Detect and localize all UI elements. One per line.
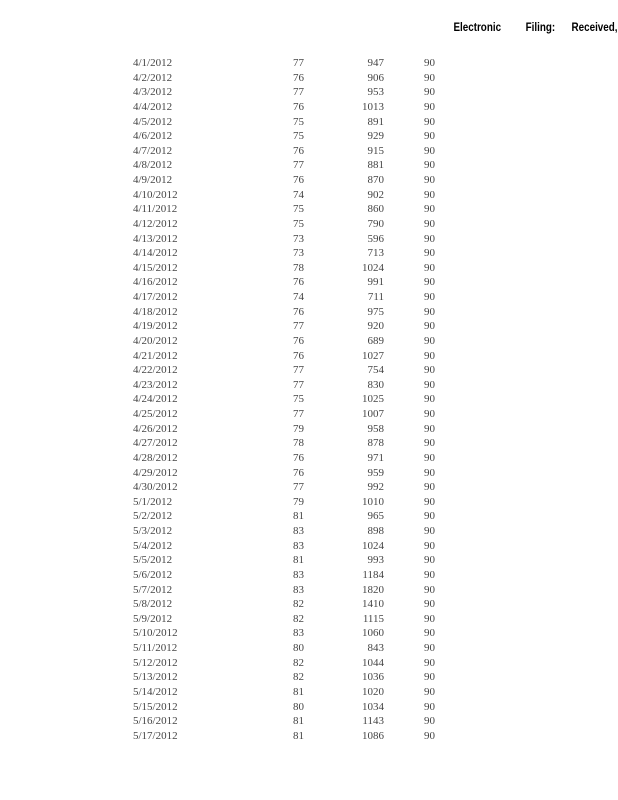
value-b-cell: 843 bbox=[367, 642, 384, 654]
value-a-cell: 76 bbox=[293, 334, 304, 347]
value-b-cell: 958 bbox=[367, 422, 384, 435]
date-cell: 4/3/2012 bbox=[133, 86, 173, 99]
value-c-cell: 90 bbox=[424, 583, 435, 596]
value-b-cell: 947 bbox=[367, 57, 384, 69]
table-row bbox=[0, 275, 618, 290]
value-c-cell: 90 bbox=[424, 685, 435, 698]
value-c-cell: 90 bbox=[424, 656, 435, 669]
value-a-cell: 75 bbox=[293, 115, 304, 128]
value-a-cell: 75 bbox=[293, 130, 304, 143]
date-cell: 4/17/2012 bbox=[133, 291, 178, 303]
table-row bbox=[0, 378, 618, 393]
value-b-cell: 959 bbox=[367, 466, 384, 479]
value-b-cell: 1044 bbox=[362, 656, 384, 669]
value-c-cell: 90 bbox=[424, 510, 435, 523]
value-b-cell: 991 bbox=[367, 276, 384, 289]
value-c-cell: 90 bbox=[424, 378, 435, 391]
table-row bbox=[0, 583, 618, 598]
value-b-cell: 898 bbox=[367, 525, 384, 537]
table-row bbox=[0, 422, 618, 437]
value-c-cell: 90 bbox=[424, 481, 435, 494]
table-row bbox=[0, 466, 618, 481]
value-c-cell: 90 bbox=[424, 57, 435, 69]
value-b-cell: 1007 bbox=[362, 408, 384, 420]
data-table bbox=[0, 56, 618, 743]
table-row bbox=[0, 714, 618, 729]
date-cell: 4/30/2012 bbox=[133, 481, 178, 494]
value-c-cell: 90 bbox=[424, 539, 435, 552]
table-row bbox=[0, 539, 618, 554]
value-a-cell: 76 bbox=[293, 305, 304, 318]
header-filing: Filing: bbox=[525, 20, 556, 34]
value-a-cell: 79 bbox=[293, 495, 304, 508]
date-cell: 4/20/2012 bbox=[133, 334, 178, 347]
value-b-cell: 1020 bbox=[362, 685, 384, 698]
value-b-cell: 881 bbox=[367, 159, 384, 172]
value-a-cell: 76 bbox=[293, 144, 304, 157]
date-cell: 5/15/2012 bbox=[133, 700, 178, 713]
value-a-cell: 76 bbox=[293, 100, 304, 113]
value-b-cell: 1010 bbox=[362, 495, 384, 508]
date-cell: 4/15/2012 bbox=[133, 261, 178, 274]
value-c-cell: 90 bbox=[424, 349, 435, 362]
value-a-cell: 76 bbox=[293, 174, 304, 186]
table-row bbox=[0, 641, 618, 656]
value-c-cell: 90 bbox=[424, 71, 435, 84]
table-row bbox=[0, 495, 618, 510]
value-b-cell: 711 bbox=[367, 291, 384, 303]
header-electronic: Electronic bbox=[453, 20, 502, 34]
table-row bbox=[0, 290, 618, 305]
value-c-cell: 90 bbox=[424, 144, 435, 157]
table-row bbox=[0, 626, 618, 641]
table-row bbox=[0, 100, 618, 115]
value-c-cell: 90 bbox=[424, 612, 435, 625]
value-c-cell: 90 bbox=[424, 86, 435, 99]
value-c-cell: 90 bbox=[424, 729, 435, 742]
date-cell: 4/18/2012 bbox=[133, 305, 178, 318]
value-a-cell: 75 bbox=[293, 203, 304, 216]
table-row bbox=[0, 597, 618, 612]
value-c-cell: 90 bbox=[424, 291, 435, 303]
date-cell: 5/1/2012 bbox=[133, 495, 173, 508]
value-a-cell: 82 bbox=[293, 598, 304, 611]
value-c-cell: 90 bbox=[424, 261, 435, 274]
table-row bbox=[0, 407, 618, 422]
date-cell: 5/10/2012 bbox=[133, 627, 178, 640]
value-a-cell: 77 bbox=[293, 408, 304, 420]
value-b-cell: 1036 bbox=[362, 671, 384, 684]
date-cell: 4/28/2012 bbox=[133, 451, 178, 464]
value-c-cell: 90 bbox=[424, 495, 435, 508]
date-cell: 4/13/2012 bbox=[133, 232, 178, 245]
value-a-cell: 74 bbox=[293, 291, 304, 303]
value-b-cell: 689 bbox=[367, 334, 384, 347]
value-b-cell: 953 bbox=[367, 86, 384, 99]
date-cell: 4/19/2012 bbox=[133, 320, 178, 333]
value-c-cell: 90 bbox=[424, 100, 435, 113]
value-b-cell: 830 bbox=[367, 378, 384, 391]
value-a-cell: 77 bbox=[293, 378, 304, 391]
value-b-cell: 965 bbox=[367, 510, 384, 523]
date-cell: 5/4/2012 bbox=[133, 539, 173, 552]
value-b-cell: 1143 bbox=[362, 715, 384, 728]
value-a-cell: 76 bbox=[293, 276, 304, 289]
value-b-cell: 1025 bbox=[362, 393, 384, 406]
date-cell: 4/27/2012 bbox=[133, 437, 178, 450]
value-a-cell: 76 bbox=[293, 451, 304, 464]
date-cell: 5/2/2012 bbox=[133, 510, 173, 523]
value-a-cell: 77 bbox=[293, 364, 304, 377]
table-row bbox=[0, 612, 618, 627]
value-c-cell: 90 bbox=[424, 188, 435, 201]
value-b-cell: 1013 bbox=[362, 100, 384, 113]
value-c-cell: 90 bbox=[424, 305, 435, 318]
date-cell: 4/1/2012 bbox=[133, 57, 173, 69]
table-row bbox=[0, 349, 618, 364]
value-b-cell: 596 bbox=[367, 232, 384, 245]
value-a-cell: 78 bbox=[293, 261, 304, 274]
value-c-cell: 90 bbox=[424, 232, 435, 245]
value-a-cell: 80 bbox=[293, 642, 304, 654]
value-c-cell: 90 bbox=[424, 642, 435, 654]
value-b-cell: 1820 bbox=[362, 583, 384, 596]
value-a-cell: 77 bbox=[293, 159, 304, 172]
table-row bbox=[0, 129, 618, 144]
date-cell: 4/22/2012 bbox=[133, 364, 178, 377]
value-b-cell: 1184 bbox=[362, 568, 384, 581]
date-cell: 4/12/2012 bbox=[133, 217, 178, 230]
table-row bbox=[0, 334, 618, 349]
value-c-cell: 90 bbox=[424, 466, 435, 479]
value-b-cell: 929 bbox=[367, 130, 384, 143]
value-a-cell: 76 bbox=[293, 349, 304, 362]
table-row bbox=[0, 56, 618, 71]
value-a-cell: 83 bbox=[293, 539, 304, 552]
value-a-cell: 77 bbox=[293, 320, 304, 333]
date-cell: 5/14/2012 bbox=[133, 685, 178, 698]
value-b-cell: 1027 bbox=[362, 349, 384, 362]
date-cell: 4/9/2012 bbox=[133, 174, 173, 186]
value-b-cell: 902 bbox=[367, 188, 384, 201]
value-a-cell: 74 bbox=[293, 188, 304, 201]
value-a-cell: 77 bbox=[293, 481, 304, 494]
value-b-cell: 915 bbox=[367, 144, 384, 157]
value-c-cell: 90 bbox=[424, 115, 435, 128]
date-cell: 4/10/2012 bbox=[133, 188, 178, 201]
value-b-cell: 906 bbox=[367, 71, 384, 84]
table-row bbox=[0, 217, 618, 232]
value-a-cell: 83 bbox=[293, 568, 304, 581]
value-c-cell: 90 bbox=[424, 437, 435, 450]
date-cell: 4/11/2012 bbox=[133, 203, 178, 216]
value-b-cell: 1024 bbox=[362, 261, 384, 274]
filing-header bbox=[0, 20, 618, 38]
value-b-cell: 891 bbox=[367, 115, 384, 128]
date-cell: 5/3/2012 bbox=[133, 525, 173, 537]
table-row bbox=[0, 232, 618, 247]
table-row bbox=[0, 246, 618, 261]
value-c-cell: 90 bbox=[424, 451, 435, 464]
table-row bbox=[0, 85, 618, 100]
value-a-cell: 81 bbox=[293, 729, 304, 742]
date-cell: 4/8/2012 bbox=[133, 159, 173, 172]
value-a-cell: 81 bbox=[293, 715, 304, 728]
value-a-cell: 77 bbox=[293, 57, 304, 69]
value-c-cell: 90 bbox=[424, 174, 435, 186]
value-b-cell: 860 bbox=[367, 203, 384, 216]
value-a-cell: 79 bbox=[293, 422, 304, 435]
value-c-cell: 90 bbox=[424, 525, 435, 537]
value-c-cell: 90 bbox=[424, 568, 435, 581]
value-a-cell: 82 bbox=[293, 671, 304, 684]
date-cell: 4/21/2012 bbox=[133, 349, 178, 362]
table-row bbox=[0, 436, 618, 451]
table-row bbox=[0, 685, 618, 700]
table-row bbox=[0, 305, 618, 320]
value-a-cell: 77 bbox=[293, 86, 304, 99]
value-b-cell: 920 bbox=[367, 320, 384, 333]
value-c-cell: 90 bbox=[424, 130, 435, 143]
value-a-cell: 83 bbox=[293, 583, 304, 596]
date-cell: 5/12/2012 bbox=[133, 656, 178, 669]
table-row bbox=[0, 363, 618, 378]
value-b-cell: 790 bbox=[367, 217, 384, 230]
value-b-cell: 1060 bbox=[362, 627, 384, 640]
table-row bbox=[0, 670, 618, 685]
value-c-cell: 90 bbox=[424, 334, 435, 347]
date-cell: 5/16/2012 bbox=[133, 715, 178, 728]
value-b-cell: 992 bbox=[367, 481, 384, 494]
value-c-cell: 90 bbox=[424, 598, 435, 611]
value-c-cell: 90 bbox=[424, 247, 435, 260]
value-a-cell: 83 bbox=[293, 627, 304, 640]
table-row bbox=[0, 202, 618, 217]
table-row bbox=[0, 188, 618, 203]
date-cell: 4/2/2012 bbox=[133, 71, 173, 84]
value-b-cell: 870 bbox=[367, 174, 384, 186]
table-row bbox=[0, 173, 618, 188]
value-a-cell: 81 bbox=[293, 685, 304, 698]
date-cell: 4/24/2012 bbox=[133, 393, 178, 406]
table-row bbox=[0, 568, 618, 583]
value-c-cell: 90 bbox=[424, 159, 435, 172]
date-cell: 4/5/2012 bbox=[133, 115, 173, 128]
table-row bbox=[0, 656, 618, 671]
table-row bbox=[0, 144, 618, 159]
table-row bbox=[0, 115, 618, 130]
value-b-cell: 1086 bbox=[362, 729, 384, 742]
value-a-cell: 80 bbox=[293, 700, 304, 713]
value-b-cell: 1034 bbox=[362, 700, 384, 713]
value-a-cell: 76 bbox=[293, 466, 304, 479]
value-c-cell: 90 bbox=[424, 408, 435, 420]
header-received: Received, bbox=[571, 20, 618, 34]
date-cell: 5/17/2012 bbox=[133, 729, 178, 742]
date-cell: 5/9/2012 bbox=[133, 612, 173, 625]
value-b-cell: 993 bbox=[367, 554, 384, 567]
date-cell: 4/26/2012 bbox=[133, 422, 178, 435]
value-c-cell: 90 bbox=[424, 700, 435, 713]
table-row bbox=[0, 71, 618, 86]
table-row bbox=[0, 480, 618, 495]
table-row bbox=[0, 553, 618, 568]
value-b-cell: 878 bbox=[367, 437, 384, 450]
value-c-cell: 90 bbox=[424, 422, 435, 435]
value-b-cell: 713 bbox=[367, 247, 384, 260]
value-c-cell: 90 bbox=[424, 554, 435, 567]
date-cell: 5/13/2012 bbox=[133, 671, 178, 684]
value-a-cell: 73 bbox=[293, 232, 304, 245]
value-a-cell: 78 bbox=[293, 437, 304, 450]
value-a-cell: 75 bbox=[293, 217, 304, 230]
date-cell: 5/6/2012 bbox=[133, 568, 173, 581]
date-cell: 5/5/2012 bbox=[133, 554, 173, 567]
date-cell: 4/14/2012 bbox=[133, 247, 178, 260]
value-a-cell: 82 bbox=[293, 656, 304, 669]
value-b-cell: 1024 bbox=[362, 539, 384, 552]
value-c-cell: 90 bbox=[424, 320, 435, 333]
value-c-cell: 90 bbox=[424, 203, 435, 216]
table-row bbox=[0, 700, 618, 715]
value-c-cell: 90 bbox=[424, 364, 435, 377]
table-row bbox=[0, 524, 618, 539]
value-a-cell: 81 bbox=[293, 510, 304, 523]
date-cell: 4/4/2012 bbox=[133, 100, 173, 113]
value-a-cell: 73 bbox=[293, 247, 304, 260]
value-b-cell: 975 bbox=[367, 305, 384, 318]
date-cell: 5/7/2012 bbox=[133, 583, 173, 596]
date-cell: 4/16/2012 bbox=[133, 276, 178, 289]
table-row bbox=[0, 451, 618, 466]
value-a-cell: 82 bbox=[293, 612, 304, 625]
value-c-cell: 90 bbox=[424, 671, 435, 684]
value-b-cell: 1115 bbox=[362, 612, 384, 625]
date-cell: 4/29/2012 bbox=[133, 466, 178, 479]
table-row bbox=[0, 392, 618, 407]
value-b-cell: 1410 bbox=[362, 598, 384, 611]
date-cell: 5/11/2012 bbox=[133, 642, 178, 654]
table-row bbox=[0, 509, 618, 524]
value-c-cell: 90 bbox=[424, 627, 435, 640]
value-a-cell: 81 bbox=[293, 554, 304, 567]
value-c-cell: 90 bbox=[424, 715, 435, 728]
table-row bbox=[0, 319, 618, 334]
value-b-cell: 971 bbox=[367, 451, 384, 464]
value-c-cell: 90 bbox=[424, 217, 435, 230]
table-row bbox=[0, 158, 618, 173]
date-cell: 4/6/2012 bbox=[133, 130, 173, 143]
value-a-cell: 76 bbox=[293, 71, 304, 84]
table-row bbox=[0, 261, 618, 276]
value-c-cell: 90 bbox=[424, 276, 435, 289]
date-cell: 4/7/2012 bbox=[133, 144, 173, 157]
value-a-cell: 75 bbox=[293, 393, 304, 406]
value-b-cell: 754 bbox=[367, 364, 384, 377]
value-a-cell: 83 bbox=[293, 525, 304, 537]
table-row bbox=[0, 729, 618, 744]
date-cell: 5/8/2012 bbox=[133, 598, 173, 611]
value-c-cell: 90 bbox=[424, 393, 435, 406]
date-cell: 4/23/2012 bbox=[133, 378, 178, 391]
date-cell: 4/25/2012 bbox=[133, 408, 178, 420]
